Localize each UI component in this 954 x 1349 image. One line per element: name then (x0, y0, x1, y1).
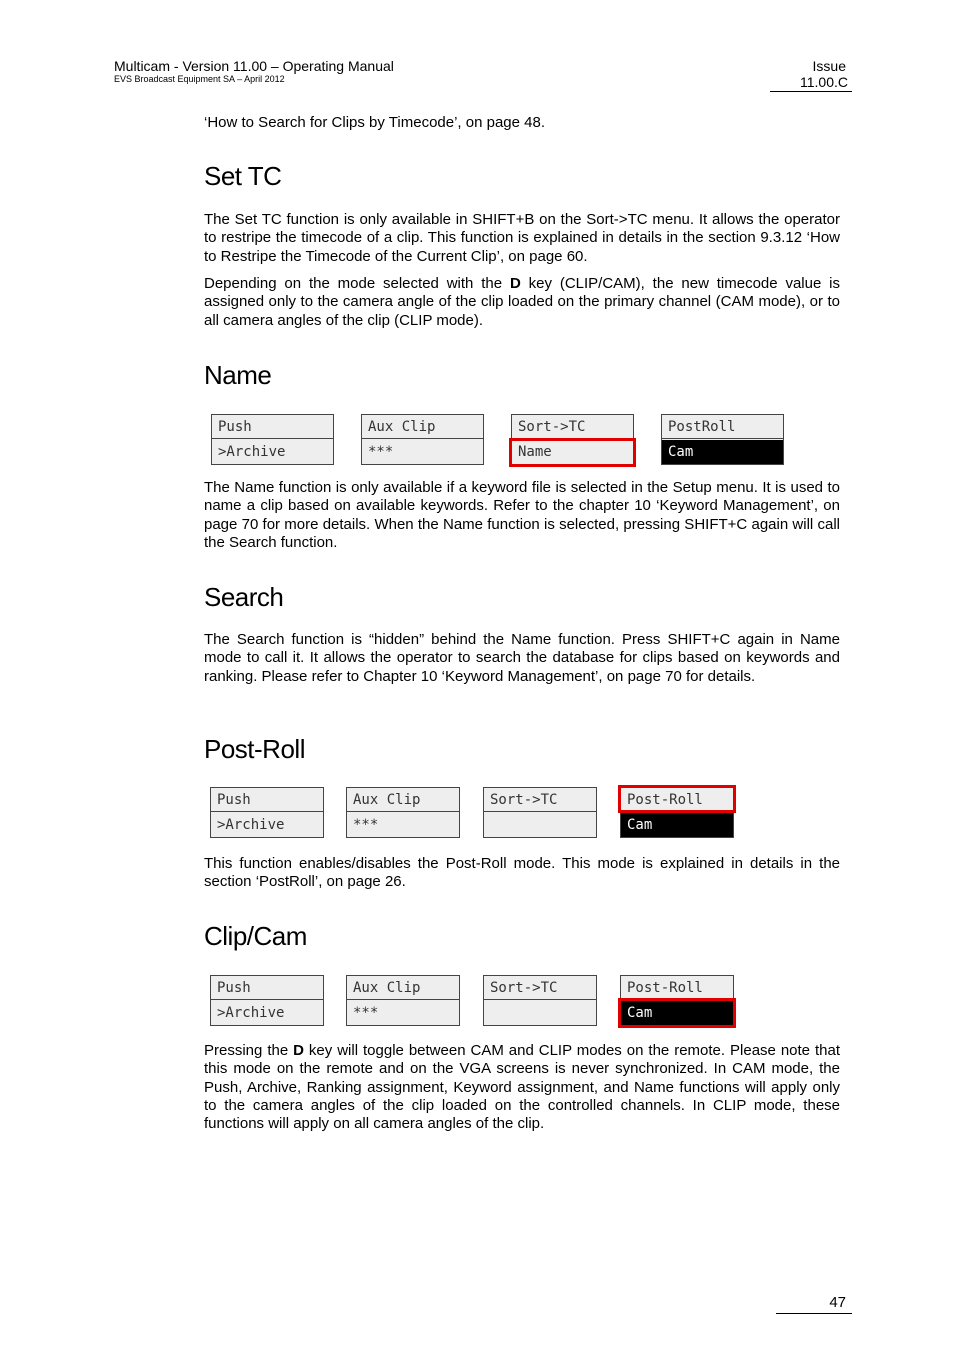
menu-panel-aux-clip (346, 787, 460, 838)
clip-cam-p1-pre: Pressing the (204, 1042, 294, 1059)
heading-post-roll: Post-Roll (204, 734, 305, 764)
clip-cam-p1-post: key will toggle between CAM and CLIP modes on the remote. Please note that this mode on the remote and on the VGA screens is never synchronized. In CAM mode, the Push, Archive, Ranking assignment, Keyword assignment, and Name functions will apply only to the camera angles of the clip loaded on the controlled channels. In CLIP mode, these functions will apply on all camera angles of the clip. (204, 1042, 840, 1133)
menu-panel-postroll (661, 414, 784, 465)
heading-name: Name (204, 360, 272, 390)
menu-cell-cam: Cam (621, 813, 733, 837)
post-roll-paragraph: This function enables/disables the Post-Roll mode. This mode is explained in details in the section ‘PostRoll’, on page 26. (204, 855, 840, 891)
menu-cell-name: Name (518, 444, 552, 460)
menu-cell-push: Push (211, 976, 323, 1000)
clip-cam-paragraph (204, 1042, 840, 1133)
header-rule (770, 91, 852, 92)
menu-panel-sort-tc (483, 787, 597, 838)
menu-cell-archive: >Archive (217, 817, 285, 833)
heading-set-tc: Set TC (204, 161, 282, 191)
menu-cell-stars: *** (368, 444, 394, 460)
d-key: D (293, 1042, 304, 1059)
set-tc-paragraph-2 (204, 275, 840, 330)
menu-cell-cam: Cam (621, 1001, 733, 1025)
name-paragraph: The Name function is only available if a keyword file is selected in the Setup menu. It is used to name a clip based on available keywords. Refer to the chapter 10 ‘Keyword Management’, on page 70 for more details. When the Name function is selected, pressing SHIFT+C again will call the Search function. (204, 479, 840, 551)
menu-cell-aux-clip: Aux Clip (362, 415, 483, 439)
menu-cell-push: Push (211, 788, 323, 812)
menu-panel-push (211, 414, 334, 465)
issue-value: 11.00.C (800, 74, 848, 90)
menu-panel-sort-tc (511, 414, 634, 465)
menu-cell-post-roll: Post-Roll (621, 976, 733, 1000)
footer-rule (776, 1313, 852, 1314)
menu-cell-aux-clip: Aux Clip (347, 976, 459, 1000)
set-tc-p2-post: key (CLIP/CAM), the new timecode value is assigned only to the camera angle of the clip loaded on the primary channel (CAM mode), or to all camera angles of the clip (CLIP mode). (204, 275, 840, 329)
menu-panel-aux-clip (346, 975, 460, 1026)
document-subtitle: EVS Broadcast Equipment SA – April 2012 (114, 74, 285, 84)
search-paragraph: The Search function is “hidden” behind the Name function. Press SHIFT+C again in Name mode to call it. It allows the operator to search the database for clips based on keywords and ranking. Please refer to Chapter 10 ‘Keyword Management’, on page 70 for details. (204, 631, 840, 685)
menu-panel-push (210, 975, 324, 1026)
menu-cell-sort-tc: Sort->TC (484, 788, 596, 812)
menu-cell-aux-clip: Aux Clip (347, 788, 459, 812)
menu-cell-cam: Cam (662, 440, 783, 464)
menu-panel-post-roll (620, 975, 734, 1026)
menu-cell-postroll: PostRoll (662, 415, 783, 439)
menu-cell-archive: >Archive (217, 1005, 285, 1021)
menu-panel-post-roll (620, 787, 734, 838)
d-key: D (509, 275, 521, 292)
menu-cell-post-roll: Post-Roll (621, 788, 733, 812)
intro-text: ‘How to Search for Clips by Timecode’, on page 48. (204, 114, 546, 131)
menu-cell-stars: *** (353, 1005, 379, 1021)
menu-cell-empty (484, 813, 596, 837)
heading-search: Search (204, 582, 284, 612)
menu-panel-push (210, 787, 324, 838)
menu-panel-aux-clip (361, 414, 484, 465)
menu-panel-sort-tc (483, 975, 597, 1026)
page-number: 47 (829, 1294, 846, 1311)
issue-label: Issue (812, 58, 846, 74)
menu-cell-sort-tc: Sort->TC (512, 415, 633, 439)
menu-cell-empty (484, 1001, 596, 1025)
set-tc-p2-pre: Depending on the mode selected with the (204, 275, 510, 292)
menu-cell-stars: *** (353, 817, 379, 833)
set-tc-paragraph-1: The Set TC function is only available in SHIFT+B on the Sort->TC menu. It allows the operator to restripe the timecode of a clip. This function is explained in details in the section 9.3.12 ‘How to Restripe the Timecode of the Current Clip’, on page 60. (204, 211, 840, 265)
menu-cell-push: Push (212, 415, 333, 439)
menu-cell-archive: >Archive (218, 444, 286, 460)
menu-cell-sort-tc: Sort->TC (484, 976, 596, 1000)
document-title: Multicam - Version 11.00 – Operating Manual (114, 58, 394, 74)
heading-clip-cam: Clip/Cam (204, 921, 307, 951)
